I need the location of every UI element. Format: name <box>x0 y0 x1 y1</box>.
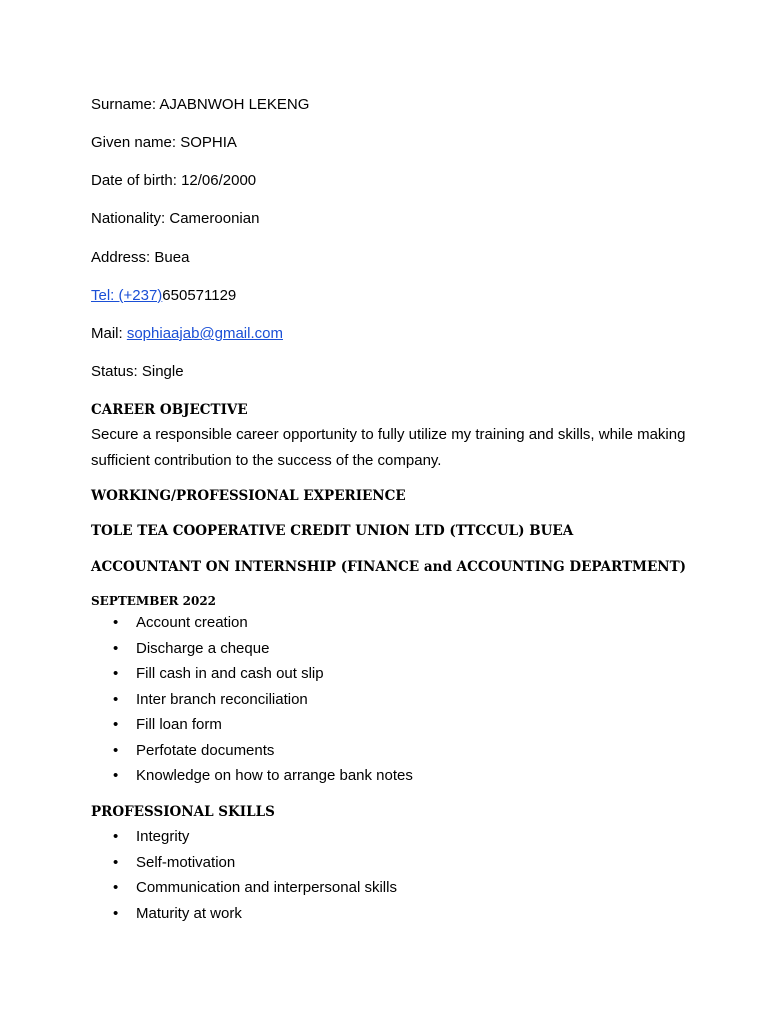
career-objective-heading: CAREER OBJECTIVE <box>91 402 248 418</box>
given-name-line <box>91 133 237 153</box>
nationality-value: Cameroonian <box>169 210 260 227</box>
employer-name: TOLE TEA COOPERATIVE CREDIT UNION LTD (TTCCUL) BUEA <box>91 523 574 539</box>
role-title: ACCOUNTANT ON INTERNSHIP (FINANCE and ACCOUNTING DEPARTMENT) <box>91 559 687 575</box>
career-objective-text: Secure a responsible career opportunity to fully utilize my training and skills, while making sufficient contribution to the success of the company. <box>91 426 686 469</box>
surname-value: AJABNWOH LEKENG <box>159 96 310 113</box>
nationality-label: Nationality: <box>91 210 166 227</box>
list-item: • Perfotate documents <box>91 738 413 764</box>
list-item: • Inter branch reconciliation <box>91 687 413 713</box>
bullet-icon: • <box>113 879 119 896</box>
bullet-icon: • <box>113 716 119 733</box>
experience-date: SEPTEMBER 2022 <box>91 594 217 608</box>
surname-line <box>91 95 309 115</box>
list-item: • Fill loan form <box>91 712 413 738</box>
address-label: Address: <box>91 249 151 266</box>
tel-number: 650571129 <box>162 287 237 304</box>
bullet-icon: • <box>113 741 119 759</box>
tel-link[interactable]: Tel: (+237) <box>91 287 163 304</box>
given-name-label: Given name: <box>91 134 177 151</box>
status-value: Single <box>141 363 184 380</box>
professional-skills-heading: PROFESSIONAL SKILLS <box>91 804 275 820</box>
mail-label: Mail: <box>91 325 123 342</box>
bullet-icon: • <box>113 614 119 631</box>
address-line <box>91 248 189 268</box>
status-line <box>91 362 184 382</box>
bullet-icon: • <box>113 853 119 871</box>
dob-label: Date of birth: <box>91 172 177 189</box>
mail-line <box>91 324 283 344</box>
bullet-icon: • <box>113 639 119 657</box>
mail-link[interactable]: sophiaajab@gmail.com <box>126 325 283 342</box>
status-label: Status: <box>91 363 138 380</box>
bullet-icon: • <box>113 828 119 845</box>
address-value: Buea <box>154 249 190 266</box>
surname-label: Surname: <box>91 96 157 113</box>
list-item: • Self-motivation <box>91 850 397 876</box>
list-item: • Integrity <box>91 824 397 850</box>
tel-line <box>91 286 236 306</box>
experience-task-list <box>91 610 413 789</box>
dob-value: 12/06/2000 <box>181 172 257 189</box>
list-item: • Discharge a cheque <box>91 636 413 662</box>
list-item: • Maturity at work <box>91 901 397 927</box>
list-item: • Communication and interpersonal skills <box>91 875 397 901</box>
bullet-icon: • <box>113 690 119 708</box>
bullet-icon: • <box>113 904 119 922</box>
given-name-value: SOPHIA <box>180 134 237 151</box>
bullet-icon: • <box>113 767 119 784</box>
experience-heading: WORKING/PROFESSIONAL EXPERIENCE <box>91 488 406 504</box>
list-item: • Fill cash in and cash out slip <box>91 661 413 687</box>
skills-list <box>91 824 397 926</box>
bullet-icon: • <box>113 665 119 682</box>
nationality-line <box>91 209 259 229</box>
dob-line <box>91 171 256 191</box>
list-item: • Account creation <box>91 610 413 636</box>
list-item: • Knowledge on how to arrange bank notes <box>91 763 413 789</box>
